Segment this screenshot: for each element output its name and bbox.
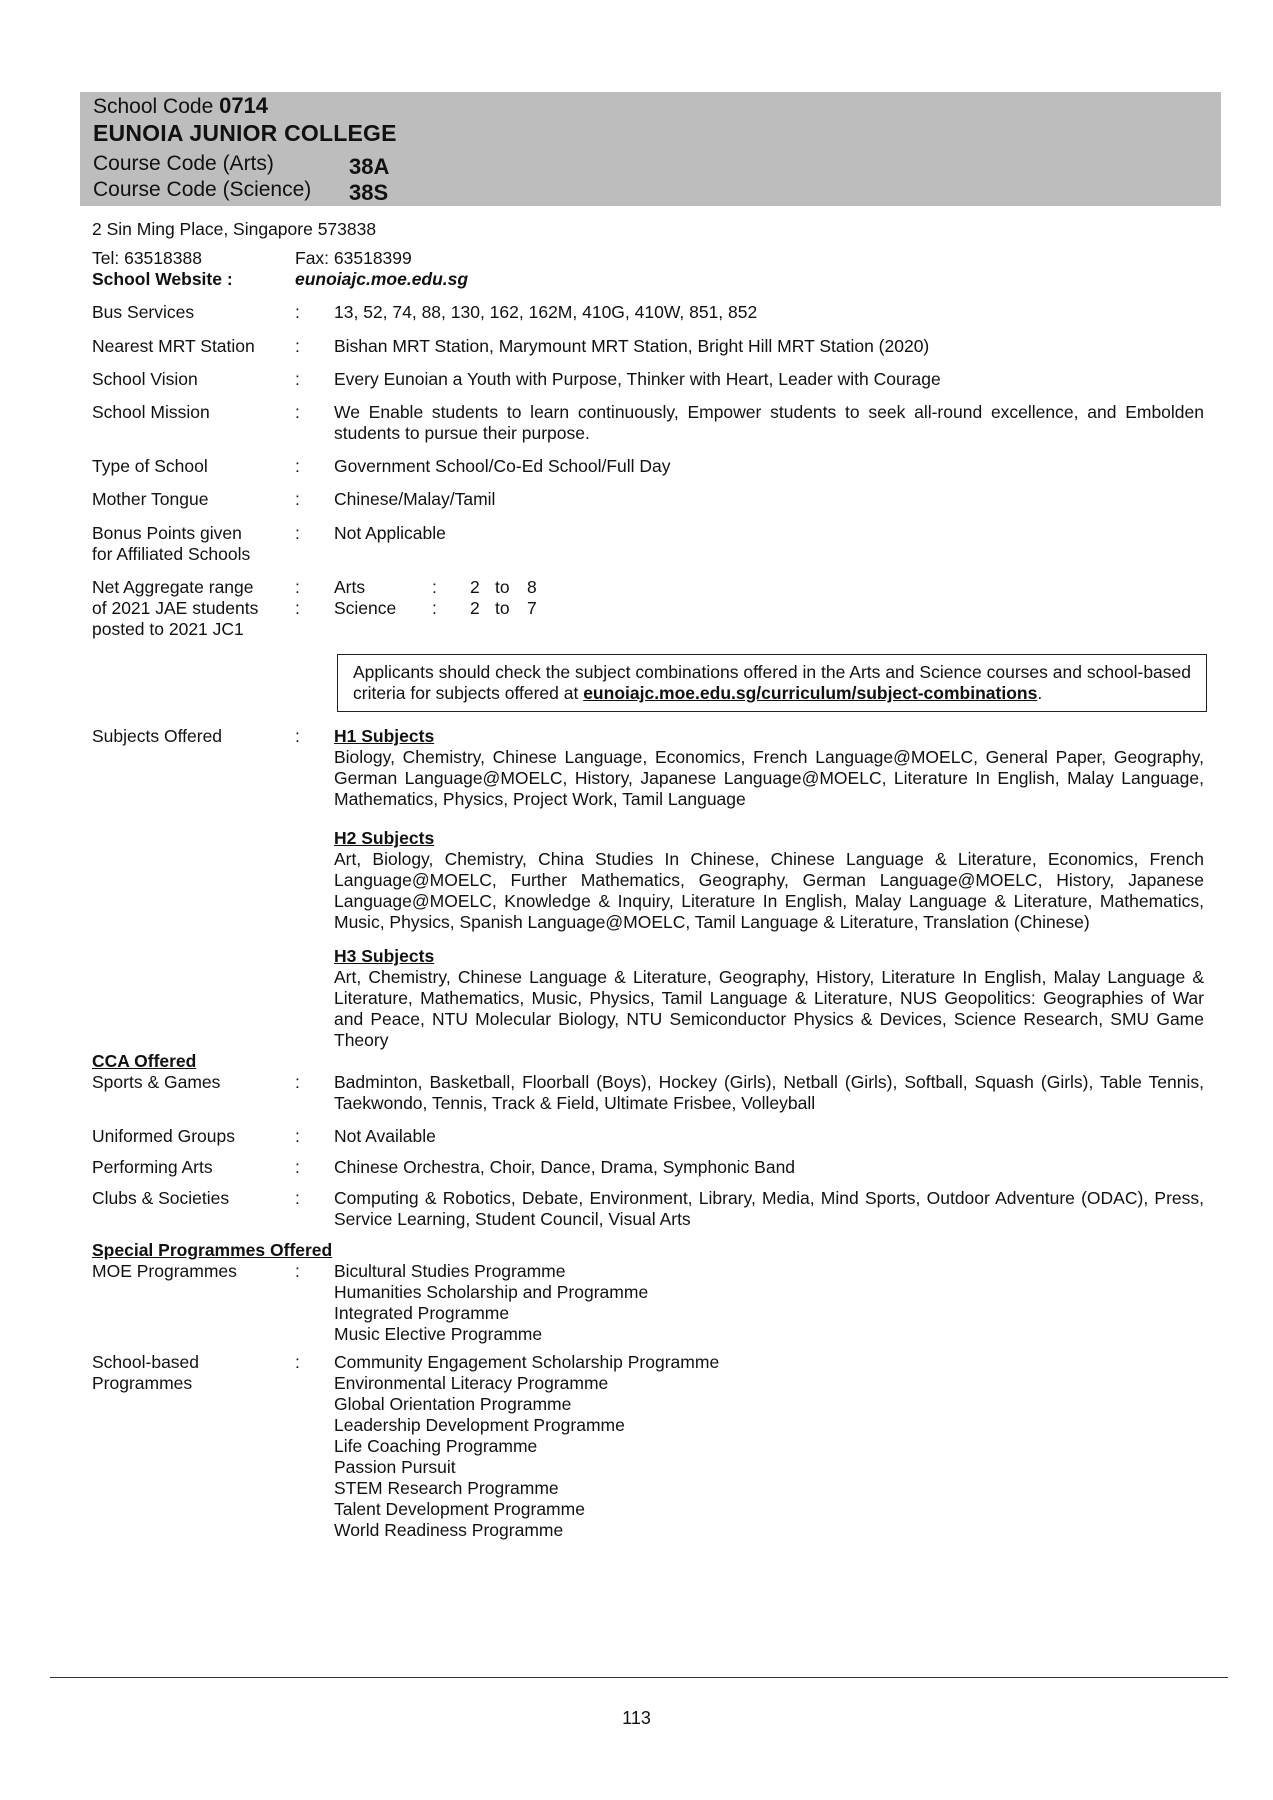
subject-combination-notice: Applicants should check the subject combinations offered in the Arts and Science courses and school-based criteria for subjects offered at eunoiajc.moe.edu.sg/curriculum/subject-combinations. (337, 654, 1207, 712)
h2-list: Art, Biology, Chemistry, China Studies In Chinese, Chinese Language & Literature, Economics, French Language@MOELC, Further Mathematics, Geography, German Language@MOELC, History, Japanese Language@MOELC, Knowledge & Inquiry, Literature In English, Malay Language & Literature, Mathematics, Music, Physics, Spanish Language@MOELC, Tamil Language & Literature, Translation (Chinese) (334, 849, 1204, 932)
clubs-societies: Computing & Robotics, Debate, Environment, Library, Media, Mind Sports, Outdoor Adventure (ODAC), Press, Service Learning, Student Council, Visual Arts (334, 1188, 1204, 1229)
list-item: Music Elective Programme (334, 1324, 543, 1344)
website-label: School Website : (92, 269, 233, 289)
colon: : (295, 1261, 300, 1281)
moe-programmes-list (334, 1261, 1204, 1345)
colon: : (295, 336, 300, 356)
school-name: EUNOIA JUNIOR COLLEGE (93, 120, 397, 146)
list-item: Community Engagement Scholarship Programme (334, 1352, 720, 1372)
cca-title: CCA Offered (92, 1051, 197, 1071)
website-link[interactable]: eunoiajc.moe.edu.sg (295, 269, 469, 289)
nar-arts-from: 2 (470, 577, 480, 597)
nar-science-label: Science (334, 598, 397, 618)
h3-subjects (334, 946, 1204, 1051)
footer-divider (50, 1677, 1228, 1678)
list-item: Life Coaching Programme (334, 1436, 538, 1456)
list-item: STEM Research Programme (334, 1478, 559, 1498)
telephone: Tel: 63518388 (92, 248, 202, 268)
colon: : (295, 598, 300, 618)
school-mission: We Enable students to learn continuously, Empower students to seek all-round excellence, and Embolden students to pursue their purpose. (334, 402, 1204, 443)
mission-label: School Mission (92, 402, 210, 422)
school-code: School Code 0714 (93, 93, 269, 118)
list-item: Talent Development Programme (334, 1499, 585, 1519)
nar-to: to (495, 598, 510, 618)
uniformed-label: Uniformed Groups (92, 1126, 235, 1146)
colon: : (432, 577, 437, 597)
school-based-label: School-based Programmes (92, 1352, 200, 1393)
h1-subjects (334, 726, 1204, 810)
colon: : (295, 402, 300, 422)
page-number: 113 (622, 1708, 651, 1728)
h3-title: H3 Subjects (334, 946, 435, 966)
colon: : (295, 1352, 300, 1372)
colon: : (295, 369, 300, 389)
h2-title: H2 Subjects (334, 828, 435, 848)
bus-services: 13, 52, 74, 88, 130, 162, 162M, 410G, 410W, 851, 852 (334, 302, 758, 322)
list-item: World Readiness Programme (334, 1520, 564, 1540)
uniformed-groups: Not Available (334, 1126, 436, 1146)
moe-programmes-label: MOE Programmes (92, 1261, 237, 1281)
nar-science-to: 7 (527, 598, 537, 618)
list-item: Integrated Programme (334, 1303, 510, 1323)
colon: : (295, 456, 300, 476)
nearest-mrt: Bishan MRT Station, Marymount MRT Station, Bright Hill MRT Station (2020) (334, 336, 930, 356)
type-label: Type of School (92, 456, 208, 476)
clubs-label: Clubs & Societies (92, 1188, 230, 1208)
course-code-arts: Course Code (Arts) 38A (93, 152, 390, 179)
list-item: Global Orientation Programme (334, 1394, 572, 1414)
vision-label: School Vision (92, 369, 198, 389)
programmes-title: Special Programmes Offered (92, 1240, 333, 1260)
colon: : (432, 598, 437, 618)
mother-tongue-label: Mother Tongue (92, 489, 209, 509)
list-item: Humanities Scholarship and Programme (334, 1282, 649, 1302)
list-item: Leadership Development Programme (334, 1415, 625, 1435)
colon: : (295, 1157, 300, 1177)
colon: : (295, 1188, 300, 1208)
h2-subjects (334, 828, 1204, 933)
colon: : (295, 577, 300, 597)
colon: : (295, 726, 300, 746)
list-item: Passion Pursuit (334, 1457, 456, 1477)
colon: : (295, 302, 300, 322)
h1-list: Biology, Chemistry, Chinese Language, Economics, French Language@MOELC, General Paper, Geography, German Language@MOELC, History, Japanese Language@MOELC, Literature In English, Malay Language, Mathematics, Physics, Project Work, Tamil Language (334, 747, 1204, 809)
colon: : (295, 489, 300, 509)
colon: : (295, 523, 300, 543)
performing-arts: Chinese Orchestra, Choir, Dance, Drama, Symphonic Band (334, 1157, 796, 1177)
colon: : (295, 1126, 300, 1146)
nar-arts-to: 8 (527, 577, 537, 597)
school-based-list (334, 1352, 1204, 1541)
mother-tongue: Chinese/Malay/Tamil (334, 489, 496, 509)
address: 2 Sin Ming Place, Singapore 573838 (92, 219, 377, 239)
colon: : (295, 1072, 300, 1092)
list-item: Environmental Literacy Programme (334, 1373, 609, 1393)
nar-arts-label: Arts (334, 577, 366, 597)
nar-to: to (495, 577, 510, 597)
school-header (80, 92, 1221, 206)
performing-arts-label: Performing Arts (92, 1157, 213, 1177)
fax: Fax: 63518399 (295, 248, 412, 268)
sports-label: Sports & Games (92, 1072, 221, 1092)
bonus-points: Not Applicable (334, 523, 446, 543)
course-code-science: Course Code (Science) 38S (93, 178, 389, 205)
bonus-label: Bonus Points given for Affiliated Schools (92, 523, 251, 564)
nar-science-from: 2 (470, 598, 480, 618)
h1-title: H1 Subjects (334, 726, 435, 746)
mrt-label: Nearest MRT Station (92, 336, 255, 356)
sports-games: Badminton, Basketball, Floorball (Boys), Hockey (Girls), Netball (Girls), Softball, Squash (Girls), Table Tennis, Taekwondo, Tennis, Track & Field, Ultimate Frisbee, Volleyball (334, 1072, 1204, 1113)
school-type: Government School/Co-Ed School/Full Day (334, 456, 671, 476)
nar-label: Net Aggregate range of 2021 JAE students posted to 2021 JC1 (92, 577, 259, 639)
list-item: Bicultural Studies Programme (334, 1261, 566, 1281)
h3-list: Art, Chemistry, Chinese Language & Literature, Geography, History, Literature In English, Malay Language & Literature, Mathematics, Music, Physics, Tamil Language & Literature, NUS Geopolitics: Geographies of War and Peace, NTU Molecular Biology, NTU Semiconductor Physics & Devices, Science Research, SMU Game Theory (334, 967, 1204, 1050)
subject-combinations-link[interactable]: eunoiajc.moe.edu.sg/curriculum/subject-combinations (583, 683, 1038, 703)
school-vision: Every Eunoian a Youth with Purpose, Thinker with Heart, Leader with Courage (334, 369, 941, 389)
subjects-label: Subjects Offered (92, 726, 223, 746)
bus-label: Bus Services (92, 302, 195, 322)
